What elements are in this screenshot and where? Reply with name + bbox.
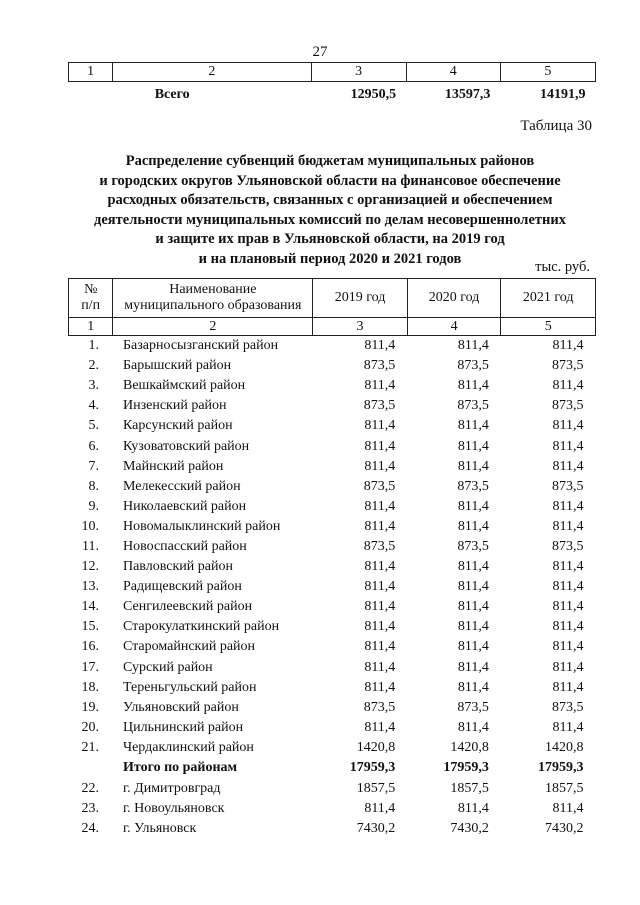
value-2020: 811,4 <box>457 418 489 434</box>
municipality-name: Чердаклинский район <box>122 739 254 755</box>
header-number: № п/п <box>69 279 113 318</box>
table-row <box>69 617 596 637</box>
column-number-cell: 3 <box>311 63 406 82</box>
column-number-cell: 1 <box>69 318 113 336</box>
row-number: 23. <box>81 801 99 817</box>
title-line: и городских округов Ульяновской области на финансовое обеспечение <box>99 172 561 189</box>
value-2020: 873,5 <box>457 398 489 414</box>
row-number: 19. <box>81 699 99 715</box>
value-2019: 811,4 <box>364 579 396 595</box>
value-2019: 811,4 <box>364 458 396 474</box>
value-2021: 873,5 <box>552 699 584 715</box>
row-number: 13. <box>81 579 99 595</box>
row-number: 16. <box>81 639 99 655</box>
value-2021: 873,5 <box>552 478 584 494</box>
value-2019: 811,4 <box>364 338 396 354</box>
table-row <box>69 436 596 456</box>
municipality-name: Радищевский район <box>122 579 242 595</box>
municipality-name: Мелекесский район <box>122 478 241 494</box>
column-number-cell: 2 <box>113 318 313 336</box>
column-number-cell: 5 <box>501 318 596 336</box>
value-2019: 811,4 <box>364 599 396 615</box>
municipality-name: Старокулаткинский район <box>122 619 280 635</box>
column-number-row <box>69 63 596 82</box>
municipality-name: Инзенский район <box>122 398 227 414</box>
value-2019: 811,4 <box>364 801 396 817</box>
value-2019: 811,4 <box>364 438 396 454</box>
value-2020: 873,5 <box>457 538 489 554</box>
page-number: 27 <box>312 44 328 60</box>
value-2020: 1857,5 <box>450 781 489 797</box>
value-2021: 873,5 <box>552 358 584 374</box>
row-number: 18. <box>81 679 99 695</box>
value-2019: 873,5 <box>363 478 396 494</box>
title-line: и защите их прав в Ульяновской области, на 2019 год <box>155 231 505 247</box>
grand-total-value: 13597,3 <box>444 87 491 102</box>
value-2021: 811,4 <box>552 619 584 635</box>
value-2020: 1420,8 <box>450 739 489 755</box>
subtotal-row <box>69 758 596 779</box>
title-line: и на плановый период 2020 и 2021 годов <box>198 250 462 267</box>
value-2021: 811,4 <box>552 438 584 454</box>
value-2020: 811,4 <box>457 801 489 817</box>
value-2021: 1420,8 <box>545 739 584 755</box>
table-title <box>60 152 600 269</box>
row-number: 1. <box>88 338 99 354</box>
municipality-name: Карсунский район <box>122 418 233 434</box>
value-2021: 811,4 <box>552 719 584 735</box>
value-2019: 873,5 <box>363 358 396 374</box>
value-2021: 811,4 <box>552 338 584 354</box>
row-number: 5. <box>88 418 99 434</box>
value-2020: 811,4 <box>457 438 489 454</box>
value-2021: 811,4 <box>552 418 584 434</box>
value-2021: 811,4 <box>552 679 584 695</box>
subtotal-2020: 17959,3 <box>443 760 489 776</box>
value-2021: 811,4 <box>552 639 584 655</box>
column-number-cell: 2 <box>113 63 311 82</box>
row-number: 8. <box>88 478 99 494</box>
row-number: 3. <box>88 378 99 394</box>
value-2021: 811,4 <box>552 518 584 534</box>
title-line: Распределение субвенций бюджетам муниципальных районов <box>125 153 535 169</box>
table-row <box>69 356 596 376</box>
value-2020: 873,5 <box>457 478 489 494</box>
municipality-name: Сурский район <box>122 659 213 675</box>
header-year-2019: 2019 год <box>313 279 408 318</box>
value-2019: 7430,2 <box>356 821 396 837</box>
value-2020: 811,4 <box>457 338 489 354</box>
table-row <box>69 396 596 416</box>
table-row <box>69 497 596 517</box>
row-number: 11. <box>82 538 99 554</box>
value-2021: 811,4 <box>552 458 584 474</box>
value-2019: 811,4 <box>364 659 396 675</box>
row-number: 4. <box>88 398 99 414</box>
value-2020: 811,4 <box>457 679 489 695</box>
subtotal-label: Итого по районам <box>122 760 238 776</box>
table-row <box>69 577 596 597</box>
row-number: 17. <box>81 659 99 675</box>
table-row <box>69 517 596 537</box>
value-2021: 811,4 <box>552 559 584 575</box>
table-row <box>69 678 596 698</box>
row-number: 10. <box>81 518 99 534</box>
column-number-cell: 4 <box>407 318 501 336</box>
column-number-cell: 1 <box>69 63 113 82</box>
value-2020: 811,4 <box>457 619 489 635</box>
value-2021: 811,4 <box>552 659 584 675</box>
municipality-name: г. Ульяновск <box>122 821 197 837</box>
value-2020: 873,5 <box>457 699 489 715</box>
municipality-name: Майнский район <box>122 458 224 474</box>
header-name: Наименование муниципального образования <box>113 279 313 318</box>
row-number: 9. <box>88 498 99 514</box>
row-number: 24. <box>81 821 99 837</box>
table-row <box>69 537 596 557</box>
table-row <box>69 376 596 396</box>
table-row <box>69 477 596 497</box>
table-row <box>69 658 596 678</box>
value-2021: 811,4 <box>552 599 584 615</box>
header-row <box>69 279 596 318</box>
value-2020: 873,5 <box>457 358 489 374</box>
value-2020: 811,4 <box>457 599 489 615</box>
value-2019: 811,4 <box>364 719 396 735</box>
table-row <box>69 597 596 617</box>
value-2021: 811,4 <box>552 579 584 595</box>
row-number: 6. <box>88 438 99 454</box>
value-2019: 811,4 <box>364 639 396 655</box>
value-2021: 1857,5 <box>545 781 584 797</box>
table-row <box>69 416 596 436</box>
column-number-row <box>69 318 596 336</box>
grand-total-value: 14191,9 <box>540 87 586 102</box>
value-2020: 811,4 <box>457 458 489 474</box>
municipality-name: Новомалыклинский район <box>122 518 281 534</box>
row-number: 21. <box>81 739 99 755</box>
table-row <box>69 738 596 758</box>
grand-total-value: 12950,5 <box>350 87 397 102</box>
table-row <box>69 336 596 357</box>
value-2021: 873,5 <box>552 398 584 414</box>
subtotal-empty <box>69 758 113 779</box>
value-2020: 811,4 <box>457 659 489 675</box>
table-row <box>69 799 596 819</box>
table-row <box>69 718 596 738</box>
value-2019: 811,4 <box>364 418 396 434</box>
value-2020: 811,4 <box>457 639 489 655</box>
municipality-name: Павловский район <box>122 559 233 575</box>
municipality-name: Барышский район <box>122 358 232 374</box>
value-2019: 811,4 <box>364 498 396 514</box>
municipality-name: Николаевский район <box>122 498 247 514</box>
municipality-name: г. Новоульяновск <box>122 801 225 817</box>
row-number: 15. <box>81 619 99 635</box>
row-number: 7. <box>88 458 99 474</box>
value-2021: 7430,2 <box>545 821 584 837</box>
municipality-name: Тереньгульский район <box>122 679 257 695</box>
municipality-name: г. Димитровград <box>122 781 221 797</box>
row-number: 22. <box>81 781 99 797</box>
subtotal-2019: 17959,3 <box>349 760 396 776</box>
table-row <box>69 637 596 657</box>
municipality-name: Базарносызганский район <box>122 338 279 354</box>
municipality-name: Ульяновский район <box>122 699 239 715</box>
title-line: деятельности муниципальных комиссий по делам несовершеннолетних <box>94 211 566 228</box>
municipality-name: Кузоватовский район <box>122 438 250 454</box>
value-2021: 873,5 <box>552 538 584 554</box>
value-2019: 873,5 <box>363 699 396 715</box>
table-row <box>69 698 596 718</box>
value-2020: 811,4 <box>457 378 489 394</box>
column-number-cell: 3 <box>313 318 408 336</box>
municipality-name: Вешкаймский район <box>122 378 246 394</box>
value-2020: 811,4 <box>457 559 489 575</box>
value-2020: 811,4 <box>457 498 489 514</box>
value-2019: 873,5 <box>363 538 396 554</box>
value-2019: 811,4 <box>364 378 396 394</box>
column-number-cell: 5 <box>500 63 595 82</box>
value-2020: 811,4 <box>457 579 489 595</box>
column-number-cell: 4 <box>406 63 500 82</box>
title-line: расходных обязательств, связанных с организацией и обеспечением <box>107 192 553 208</box>
table-row <box>69 557 596 577</box>
subventions-table <box>68 278 596 839</box>
previous-table-continuation <box>68 62 596 108</box>
table-label: Таблица 30 <box>520 118 592 134</box>
value-2020: 7430,2 <box>450 821 489 837</box>
value-2021: 811,4 <box>552 801 584 817</box>
value-2021: 811,4 <box>552 378 584 394</box>
value-2020: 811,4 <box>457 518 489 534</box>
row-number: 20. <box>81 719 99 735</box>
municipality-name: Сенгилеевский район <box>122 599 253 615</box>
table-row <box>69 819 596 839</box>
table-row <box>69 779 596 799</box>
grand-total-row <box>69 82 596 109</box>
header-year-2020: 2020 год <box>407 279 501 318</box>
value-2019: 811,4 <box>364 619 396 635</box>
value-2019: 1857,5 <box>356 781 396 797</box>
table-row <box>69 457 596 477</box>
value-2019: 811,4 <box>364 679 396 695</box>
municipality-name: Старомайнский район <box>122 639 256 655</box>
value-2019: 811,4 <box>364 559 396 575</box>
value-2019: 1420,8 <box>356 739 396 755</box>
subtotal-2021: 17959,3 <box>538 760 584 776</box>
municipality-name: Цильнинский район <box>122 719 244 735</box>
value-2019: 811,4 <box>364 518 396 534</box>
units-label: тыс. руб. <box>535 259 590 275</box>
header-year-2021: 2021 год <box>501 279 596 318</box>
row-number: 14. <box>81 599 99 615</box>
value-2019: 873,5 <box>363 398 396 414</box>
row-number: 12. <box>81 559 99 575</box>
value-2020: 811,4 <box>457 719 489 735</box>
value-2021: 811,4 <box>552 498 584 514</box>
municipality-name: Новоспасский район <box>122 538 247 554</box>
grand-total-label: Всего <box>154 87 190 102</box>
row-number: 2. <box>88 358 99 374</box>
